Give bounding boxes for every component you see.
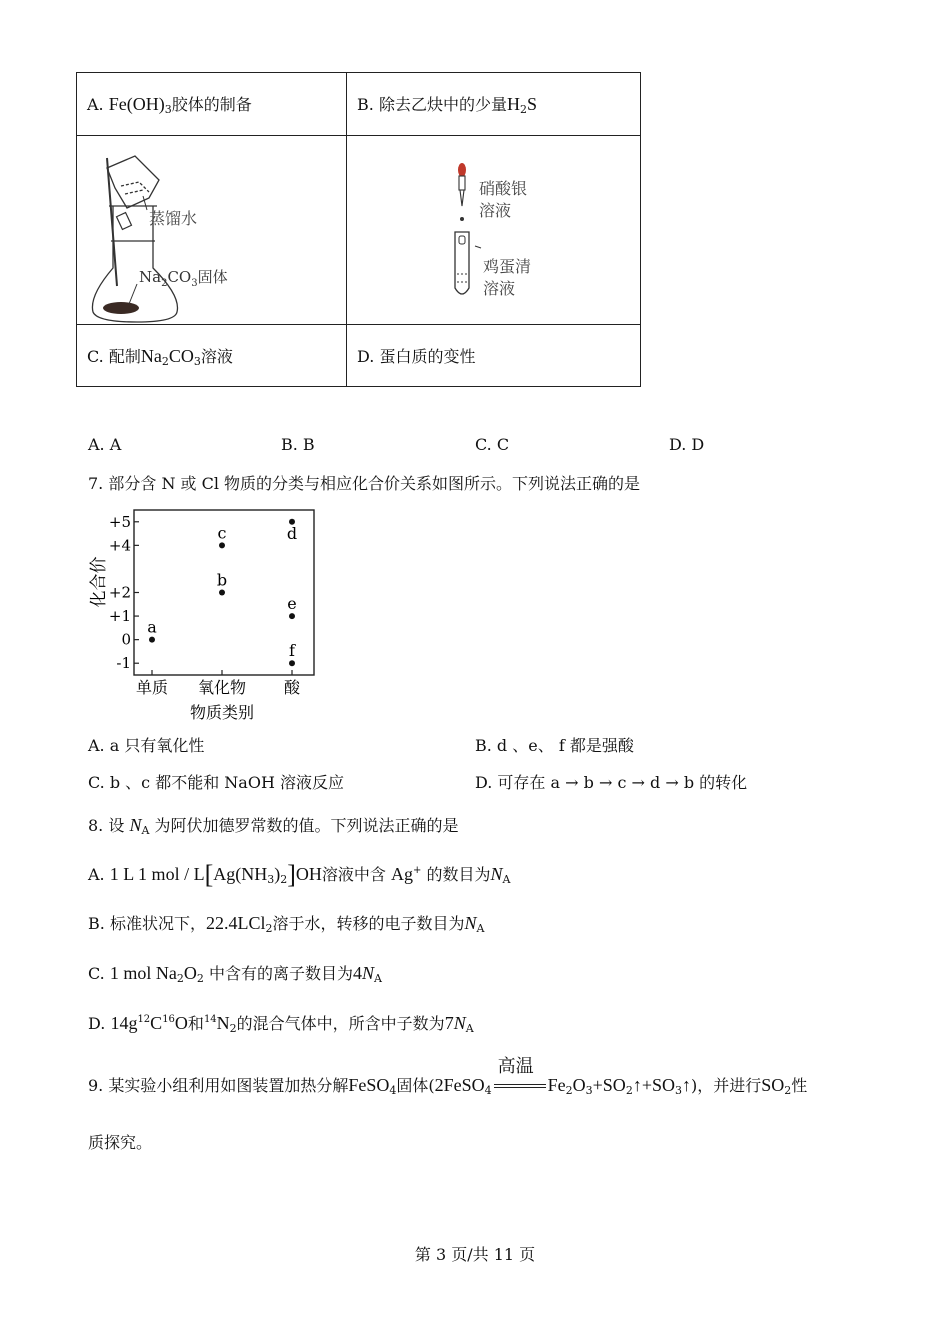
cell-d: D. 蛋白质的变性 bbox=[347, 325, 641, 387]
svg-text:溶液: 溶液 bbox=[479, 201, 512, 220]
cell-b: B. 除去乙炔中的少量$H_2S$ bbox=[347, 73, 641, 136]
q6-option-d[interactable]: D. D bbox=[669, 435, 705, 454]
beaker-icon bbox=[107, 156, 159, 208]
label-distilled-water: 蒸馏水 bbox=[149, 209, 198, 228]
q6-option-a[interactable]: A. A bbox=[88, 435, 122, 454]
dropper-icon bbox=[458, 163, 466, 221]
cell-a-prefix: A. bbox=[87, 95, 104, 114]
q8-option-c[interactable]: C. 1 mol $Na_2O_2$ 中含有的离子数目为$4N_A$ bbox=[88, 963, 382, 985]
q7-option-c[interactable]: C. b 、c 都不能和 NaOH 溶液反应 bbox=[88, 773, 345, 792]
x-tick-label: 单质 bbox=[135, 678, 169, 697]
point-e bbox=[289, 613, 295, 619]
point-label-a: a bbox=[147, 617, 157, 637]
point-c bbox=[219, 542, 225, 548]
y-tick-label: +2 bbox=[108, 583, 131, 602]
x-tick-label: 酸 bbox=[283, 678, 301, 697]
volumetric-flask-diagram bbox=[77, 136, 345, 324]
label-silver-nitrate: 硝酸银 bbox=[479, 179, 528, 198]
q7-option-b[interactable]: B. d 、e、 f 都是强酸 bbox=[475, 736, 634, 755]
q7-option-d[interactable]: D. 可存在 a → b → c → d → b 的转化 bbox=[475, 773, 748, 792]
y-axis-label: 化合价 bbox=[89, 556, 109, 608]
q7-stem: 7. 部分含 N 或 Cl 物质的分类与相应化合价关系如图所示。下列说法正确的是 bbox=[88, 474, 641, 493]
glass-rod-icon bbox=[107, 158, 117, 286]
sodium-carbonate-solid bbox=[103, 302, 139, 314]
q6-option-c[interactable]: C. C bbox=[475, 435, 510, 454]
stopper-icon bbox=[117, 213, 132, 230]
valence-chart bbox=[84, 500, 324, 725]
test-tube-diagram bbox=[347, 136, 640, 324]
point-b bbox=[219, 590, 225, 596]
q6-options-table bbox=[76, 72, 641, 387]
point-a bbox=[149, 637, 155, 643]
label-na2co3: $Na_2CO_3$固体 bbox=[139, 268, 228, 289]
y-tick-label: 0 bbox=[121, 630, 131, 649]
q8-option-d[interactable]: D. $14g^{12}C^{16}O$和$^{14}N_2$的混合气体中，所含中子数为$7N_A$ bbox=[88, 1013, 474, 1035]
y-tick-label: +1 bbox=[108, 607, 131, 626]
reaction-condition-arrow: 高温 bbox=[492, 1078, 548, 1096]
cell-c: C. 配制$Na_2CO_3$溶液 bbox=[77, 325, 347, 387]
q6-option-b[interactable]: B. B bbox=[281, 435, 315, 454]
q8-option-b[interactable]: B. 标准状况下，22.4LCl$_2$溶于水，转移的电子数目为$N_A$ bbox=[88, 913, 485, 935]
y-tick-label: +5 bbox=[108, 512, 131, 531]
point-label-b: b bbox=[216, 570, 228, 590]
point-label-d: d bbox=[286, 523, 298, 543]
y-tick-label: +4 bbox=[108, 536, 131, 555]
point-label-e: e bbox=[287, 594, 297, 614]
y-tick-label: -1 bbox=[116, 654, 131, 673]
x-axis-label: 物质类别 bbox=[189, 703, 255, 722]
cell-a: A. $Fe(OH)_3$胶体的制备 bbox=[77, 73, 347, 136]
q9-stem-line1: 9. 某实验小组利用如图装置加热分解FeSO$_4$固体(2FeSO$_4$ 高温 $Fe_2O_3+SO_2↑+SO_3↑$)，并进行$SO_2$性 bbox=[88, 1055, 808, 1097]
page-footer: 第 3 页/共 11 页 bbox=[414, 1245, 536, 1264]
label-egg-white: 鸡蛋清 bbox=[483, 257, 532, 276]
figure-d-cell bbox=[347, 136, 641, 325]
point-f bbox=[289, 660, 295, 666]
test-tube-icon bbox=[455, 232, 469, 294]
svg-text:溶液: 溶液 bbox=[483, 279, 516, 298]
q8-option-a[interactable]: A. 1 L 1 mol / $L[Ag(NH_3)_2]OH$溶液中含 Ag+ 的数目为$N_A$ bbox=[88, 860, 511, 889]
q9-stem-line2: 质探究。 bbox=[88, 1133, 153, 1152]
point-label-f: f bbox=[289, 641, 295, 661]
figure-c-cell bbox=[77, 136, 347, 325]
q8-stem: 8. 设 $N_A$ 为阿伏加德罗常数的值。下列说法正确的是 bbox=[88, 815, 459, 837]
x-tick-label: 氧化物 bbox=[197, 678, 247, 697]
point-label-c: c bbox=[217, 523, 227, 543]
q7-option-a[interactable]: A. a 只有氧化性 bbox=[88, 736, 205, 755]
